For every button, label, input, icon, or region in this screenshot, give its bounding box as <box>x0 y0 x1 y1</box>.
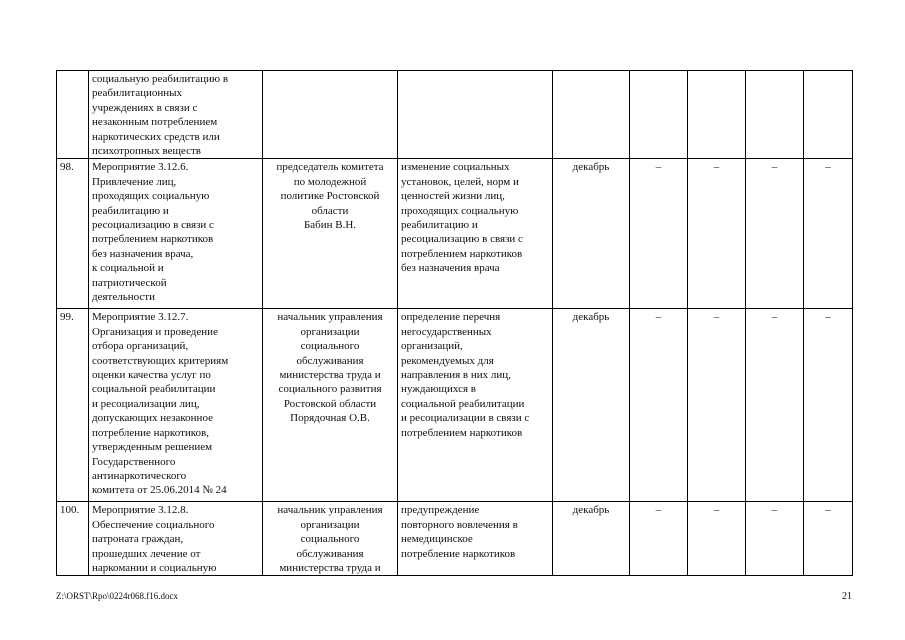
table-row <box>57 159 853 309</box>
row-number <box>57 71 89 159</box>
event-cell: социальную реабилитацию в реабилитационных учреждениях в связи с незаконным потреблением наркотических средств или психотропных веществ <box>89 71 263 159</box>
result-cell: определение перечня негосударственных организаций, рекомендуемых для направления в них лиц, нуждающихся в социальной реабилитации и ресоциализации в связи с потреблением наркотиков <box>398 309 553 502</box>
row-number: 100. <box>57 502 89 576</box>
value-cell: – <box>804 502 853 576</box>
deadline-cell <box>553 71 630 159</box>
value-cell: – <box>688 502 746 576</box>
responsible-cell: начальник управления организации социального обслуживания министерства труда и <box>263 502 398 576</box>
responsible-cell: председатель комитета по молодежной политике Ростовской области Бабин В.Н. <box>263 159 398 309</box>
value-cell: – <box>746 309 804 502</box>
value-cell <box>630 71 688 159</box>
value-cell: – <box>630 309 688 502</box>
table-row <box>57 309 853 502</box>
value-cell: – <box>630 502 688 576</box>
table-row <box>57 71 853 159</box>
value-cell: – <box>688 159 746 309</box>
value-cell <box>688 71 746 159</box>
value-cell <box>804 71 853 159</box>
value-cell: – <box>746 502 804 576</box>
measures-table <box>56 70 853 576</box>
row-number: 98. <box>57 159 89 309</box>
value-cell: – <box>804 159 853 309</box>
result-cell: предупреждение повторного вовлечения в немедицинское потребление наркотиков <box>398 502 553 576</box>
responsible-cell: начальник управления организации социального обслуживания министерства труда и социального развития Ростовской области Порядочная О.В. <box>263 309 398 502</box>
table-row <box>57 502 853 576</box>
value-cell: – <box>804 309 853 502</box>
deadline-cell: декабрь <box>553 159 630 309</box>
event-cell: Мероприятие 3.12.8. Обеспечение социального патроната граждан, прошедших лечение от наркомании и социальную <box>89 502 263 576</box>
deadline-cell: декабрь <box>553 502 630 576</box>
value-cell: – <box>630 159 688 309</box>
deadline-cell: декабрь <box>553 309 630 502</box>
event-cell: Мероприятие 3.12.7. Организация и проведение отбора организаций, соответствующих критериям оценки качества услуг по социальной реабилитации и ресоциализации лиц, допускающих незаконное потребление наркотиков, утвержденным решением Государственного антинаркотического комитета от 25.06.2014 № 24 <box>89 309 263 502</box>
value-cell: – <box>746 159 804 309</box>
value-cell: – <box>688 309 746 502</box>
responsible-cell <box>263 71 398 159</box>
row-number: 99. <box>57 309 89 502</box>
page-number: 21 <box>842 591 852 602</box>
footer-file-path: Z:\ORST\Rpo\0224r068.f16.docx <box>56 591 178 601</box>
event-cell: Мероприятие 3.12.6. Привлечение лиц, проходящих социальную реабилитацию и ресоциализацию в связи с потреблением наркотиков без назначения врача, к социальной и патриотической деятельности <box>89 159 263 309</box>
value-cell <box>746 71 804 159</box>
result-cell <box>398 71 553 159</box>
result-cell: изменение социальных установок, целей, норм и ценностей жизни лиц, проходящих социальную реабилитацию и ресоциализацию в связи с потреблением наркотиков без назначения врача <box>398 159 553 309</box>
